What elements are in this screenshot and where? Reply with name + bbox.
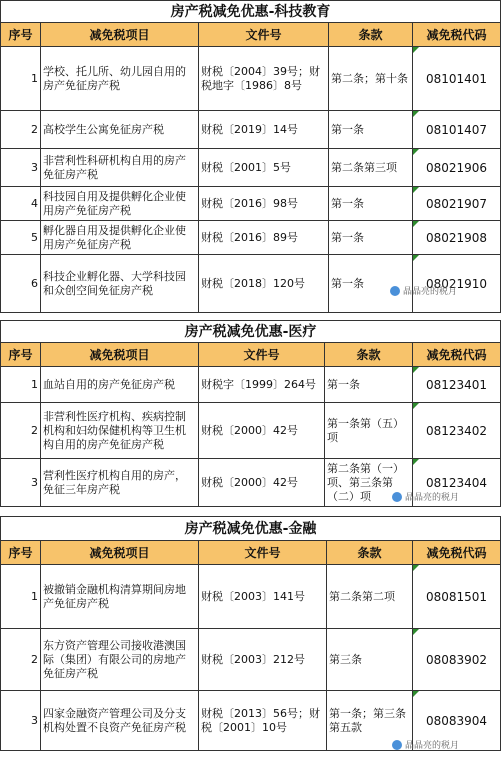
row-no: 3 [1, 691, 41, 751]
row-no: 1 [1, 565, 41, 629]
row-doc: 财税〔2004〕39号；财税地字〔1986〕8号 [199, 47, 329, 111]
row-doc: 财税〔2013〕56号；财税〔2001〕10号 [199, 691, 327, 751]
row-doc: 财税〔2000〕42号 [199, 403, 325, 459]
row-item: 营利性医疗机构自用的房产，免征三年房产税 [41, 459, 199, 507]
header-doc: 文件号 [199, 343, 325, 367]
table-row [1, 111, 501, 149]
header-item: 减免税项目 [41, 23, 199, 47]
row-code: 08123401 [413, 367, 501, 403]
header-no: 序号 [1, 541, 41, 565]
section-finance [0, 516, 502, 751]
section-title: 房产税减免优惠-金融 [1, 517, 501, 541]
row-item: 科技园自用及提供孵化企业使用房产免征房产税 [41, 187, 199, 221]
table-tech-education [0, 0, 501, 313]
header-code: 减免税代码 [413, 23, 501, 47]
row-no: 5 [1, 221, 41, 255]
row-item: 孵化器自用及提供孵化企业使用房产免征房产税 [41, 221, 199, 255]
row-code: 08123404 [413, 459, 501, 507]
row-code: 08101401 [413, 47, 501, 111]
row-code: 08123402 [413, 403, 501, 459]
header-code: 减免税代码 [413, 343, 501, 367]
row-code: 08021910 [413, 255, 501, 313]
row-no: 2 [1, 403, 41, 459]
row-clause: 第一条；第三条第五款 [327, 691, 413, 751]
section-tech-education [0, 0, 502, 313]
row-no: 1 [1, 367, 41, 403]
header-code: 减免税代码 [413, 541, 501, 565]
header-clause: 条款 [325, 343, 413, 367]
row-clause: 第二条；第十条 [329, 47, 413, 111]
row-doc: 财税〔2003〕141号 [199, 565, 327, 629]
row-item: 非营利性医疗机构、疾病控制机构和妇幼保健机构等卫生机构自用的房产免征房产税 [41, 403, 199, 459]
row-item: 东方资产管理公司接收港澳国际（集团）有限公司的房地产免征房产税 [41, 629, 199, 691]
row-clause: 第一条 [325, 367, 413, 403]
row-no: 4 [1, 187, 41, 221]
row-no: 3 [1, 459, 41, 507]
table-finance [0, 516, 501, 751]
header-doc: 文件号 [199, 23, 329, 47]
row-clause: 第二条第三项 [329, 149, 413, 187]
wechat-icon [392, 492, 402, 502]
row-item: 非营利性科研机构自用的房产免征房产税 [41, 149, 199, 187]
row-code: 08083902 [413, 629, 501, 691]
section-title: 房产税减免优惠-科技教育 [1, 1, 501, 23]
table-row [1, 221, 501, 255]
row-clause: 第一条 [329, 255, 413, 313]
row-clause: 第一条第（五）项 [325, 403, 413, 459]
table-row [1, 47, 501, 111]
table-row [1, 367, 501, 403]
header-clause: 条款 [327, 541, 413, 565]
table-row [1, 403, 501, 459]
row-code: 08101407 [413, 111, 501, 149]
table-row [1, 149, 501, 187]
watermark: 晶晶亮的税月 [392, 738, 459, 751]
watermark: 晶晶亮的税月 [390, 284, 457, 297]
header-no: 序号 [1, 343, 41, 367]
row-clause: 第三条 [327, 629, 413, 691]
row-code: 08021907 [413, 187, 501, 221]
row-doc: 财税〔2000〕42号 [199, 459, 325, 507]
watermark: 晶晶亮的税月 [392, 490, 459, 503]
table-medical [0, 320, 501, 507]
row-doc: 财税〔2016〕98号 [199, 187, 329, 221]
row-doc: 财税〔2018〕120号 [199, 255, 329, 313]
row-no: 6 [1, 255, 41, 313]
header-doc: 文件号 [199, 541, 327, 565]
row-code: 08021908 [413, 221, 501, 255]
row-item: 科技企业孵化器、大学科技园和众创空间免征房产税 [41, 255, 199, 313]
table-row [1, 629, 501, 691]
row-item: 学校、托儿所、幼儿园自用的房产免征房产税 [41, 47, 199, 111]
row-code: 08081501 [413, 565, 501, 629]
row-item: 四家金融资产管理公司及分支机构处置不良资产免征房产税 [41, 691, 199, 751]
row-item: 被撤销金融机构清算期间房地产免征房产税 [41, 565, 199, 629]
row-code: 08021906 [413, 149, 501, 187]
row-doc: 财税字〔1999〕264号 [199, 367, 325, 403]
row-no: 1 [1, 47, 41, 111]
row-item: 血站自用的房产免征房产税 [41, 367, 199, 403]
row-code: 08083904 [413, 691, 501, 751]
row-doc: 财税〔2016〕89号 [199, 221, 329, 255]
section-medical [0, 320, 502, 507]
wechat-icon [390, 286, 400, 296]
table-row [1, 565, 501, 629]
row-doc: 财税〔2001〕5号 [199, 149, 329, 187]
row-item: 高校学生公寓免征房产税 [41, 111, 199, 149]
row-doc: 财税〔2003〕212号 [199, 629, 327, 691]
header-no: 序号 [1, 23, 41, 47]
row-no: 3 [1, 149, 41, 187]
row-no: 2 [1, 629, 41, 691]
wechat-icon [392, 740, 402, 750]
row-clause: 第一条 [329, 111, 413, 149]
header-item: 减免税项目 [41, 541, 199, 565]
row-no: 2 [1, 111, 41, 149]
row-clause: 第一条 [329, 187, 413, 221]
header-clause: 条款 [329, 23, 413, 47]
table-row [1, 187, 501, 221]
row-clause: 第二条第二项 [327, 565, 413, 629]
section-title: 房产税减免优惠-医疗 [1, 321, 501, 343]
row-clause: 第一条 [329, 221, 413, 255]
row-doc: 财税〔2019〕14号 [199, 111, 329, 149]
row-clause: 第二条第（一）项、第三条第（二）项 [325, 459, 413, 507]
header-item: 减免税项目 [41, 343, 199, 367]
